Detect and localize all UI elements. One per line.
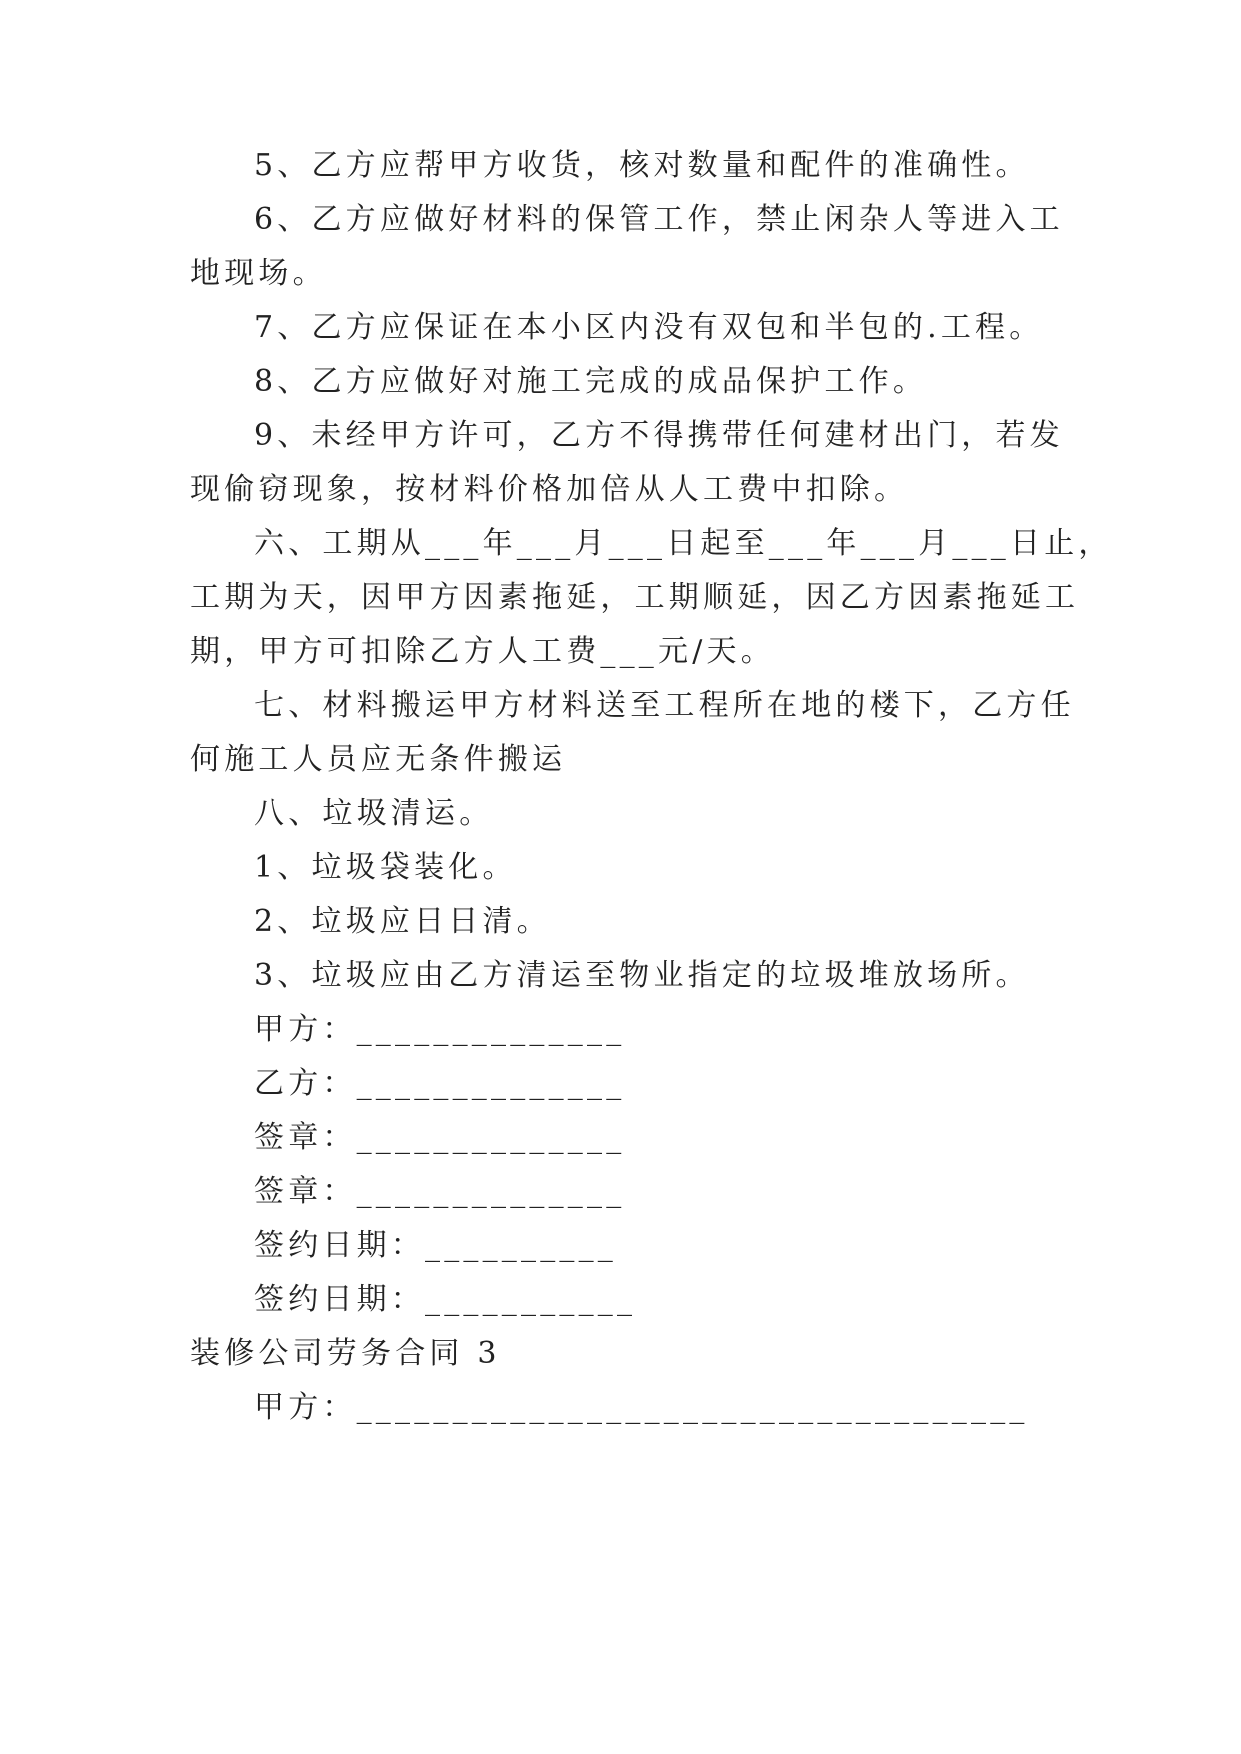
section-8-garbage: 八、垃圾清运。 bbox=[254, 796, 494, 831]
clause-5: 5、乙方应帮甲方收货，核对数量和配件的准确性。 bbox=[254, 148, 1030, 183]
seal-line-2: 签章：______________ bbox=[254, 1174, 626, 1209]
section-6-continuation-2: 期，甲方可扣除乙方人工费___元/天。 bbox=[190, 634, 775, 669]
clause-6-continuation: 地现场。 bbox=[190, 256, 327, 291]
garbage-item-1: 1、垃圾袋装化。 bbox=[254, 850, 517, 885]
section-6-continuation-1: 工期为天，因甲方因素拖延，工期顺延，因乙方因素拖延工 bbox=[190, 580, 1080, 615]
clause-6: 6、乙方应做好材料的保管工作，禁止闲杂人等进入工 bbox=[254, 202, 1064, 237]
signing-date-line-1: 签约日期：__________ bbox=[254, 1228, 617, 1263]
clause-9-continuation: 现偷窃现象，按材料价格加倍从人工费中扣除。 bbox=[190, 472, 909, 507]
seal-line-1: 签章：______________ bbox=[254, 1120, 626, 1155]
garbage-item-2: 2、垃圾应日日清。 bbox=[254, 904, 551, 939]
contract-3-title: 装修公司劳务合同 3 bbox=[190, 1336, 501, 1371]
clause-9: 9、未经甲方许可，乙方不得携带任何建材出门，若发 bbox=[254, 418, 1064, 453]
contract-3-party-a-line: 甲方：___________________________________ bbox=[254, 1390, 1029, 1425]
party-a-signature-line: 甲方：______________ bbox=[254, 1012, 626, 1047]
signing-date-line-2: 签约日期：___________ bbox=[254, 1282, 637, 1317]
clause-7: 7、乙方应保证在本小区内没有双包和半包的.工程。 bbox=[254, 310, 1044, 345]
party-b-signature-line: 乙方：______________ bbox=[254, 1066, 626, 1101]
section-7-material-handling: 七、材料搬运甲方材料送至工程所在地的楼下，乙方任 bbox=[254, 688, 1075, 723]
section-6-schedule: 六、工期从___年___月___日起至___年___月___日止， bbox=[254, 526, 1113, 561]
clause-8: 8、乙方应做好对施工完成的成品保护工作。 bbox=[254, 364, 928, 399]
garbage-item-3: 3、垃圾应由乙方清运至物业指定的垃圾堆放场所。 bbox=[254, 958, 1030, 993]
section-7-continuation: 何施工人员应无条件搬运 bbox=[190, 742, 567, 777]
